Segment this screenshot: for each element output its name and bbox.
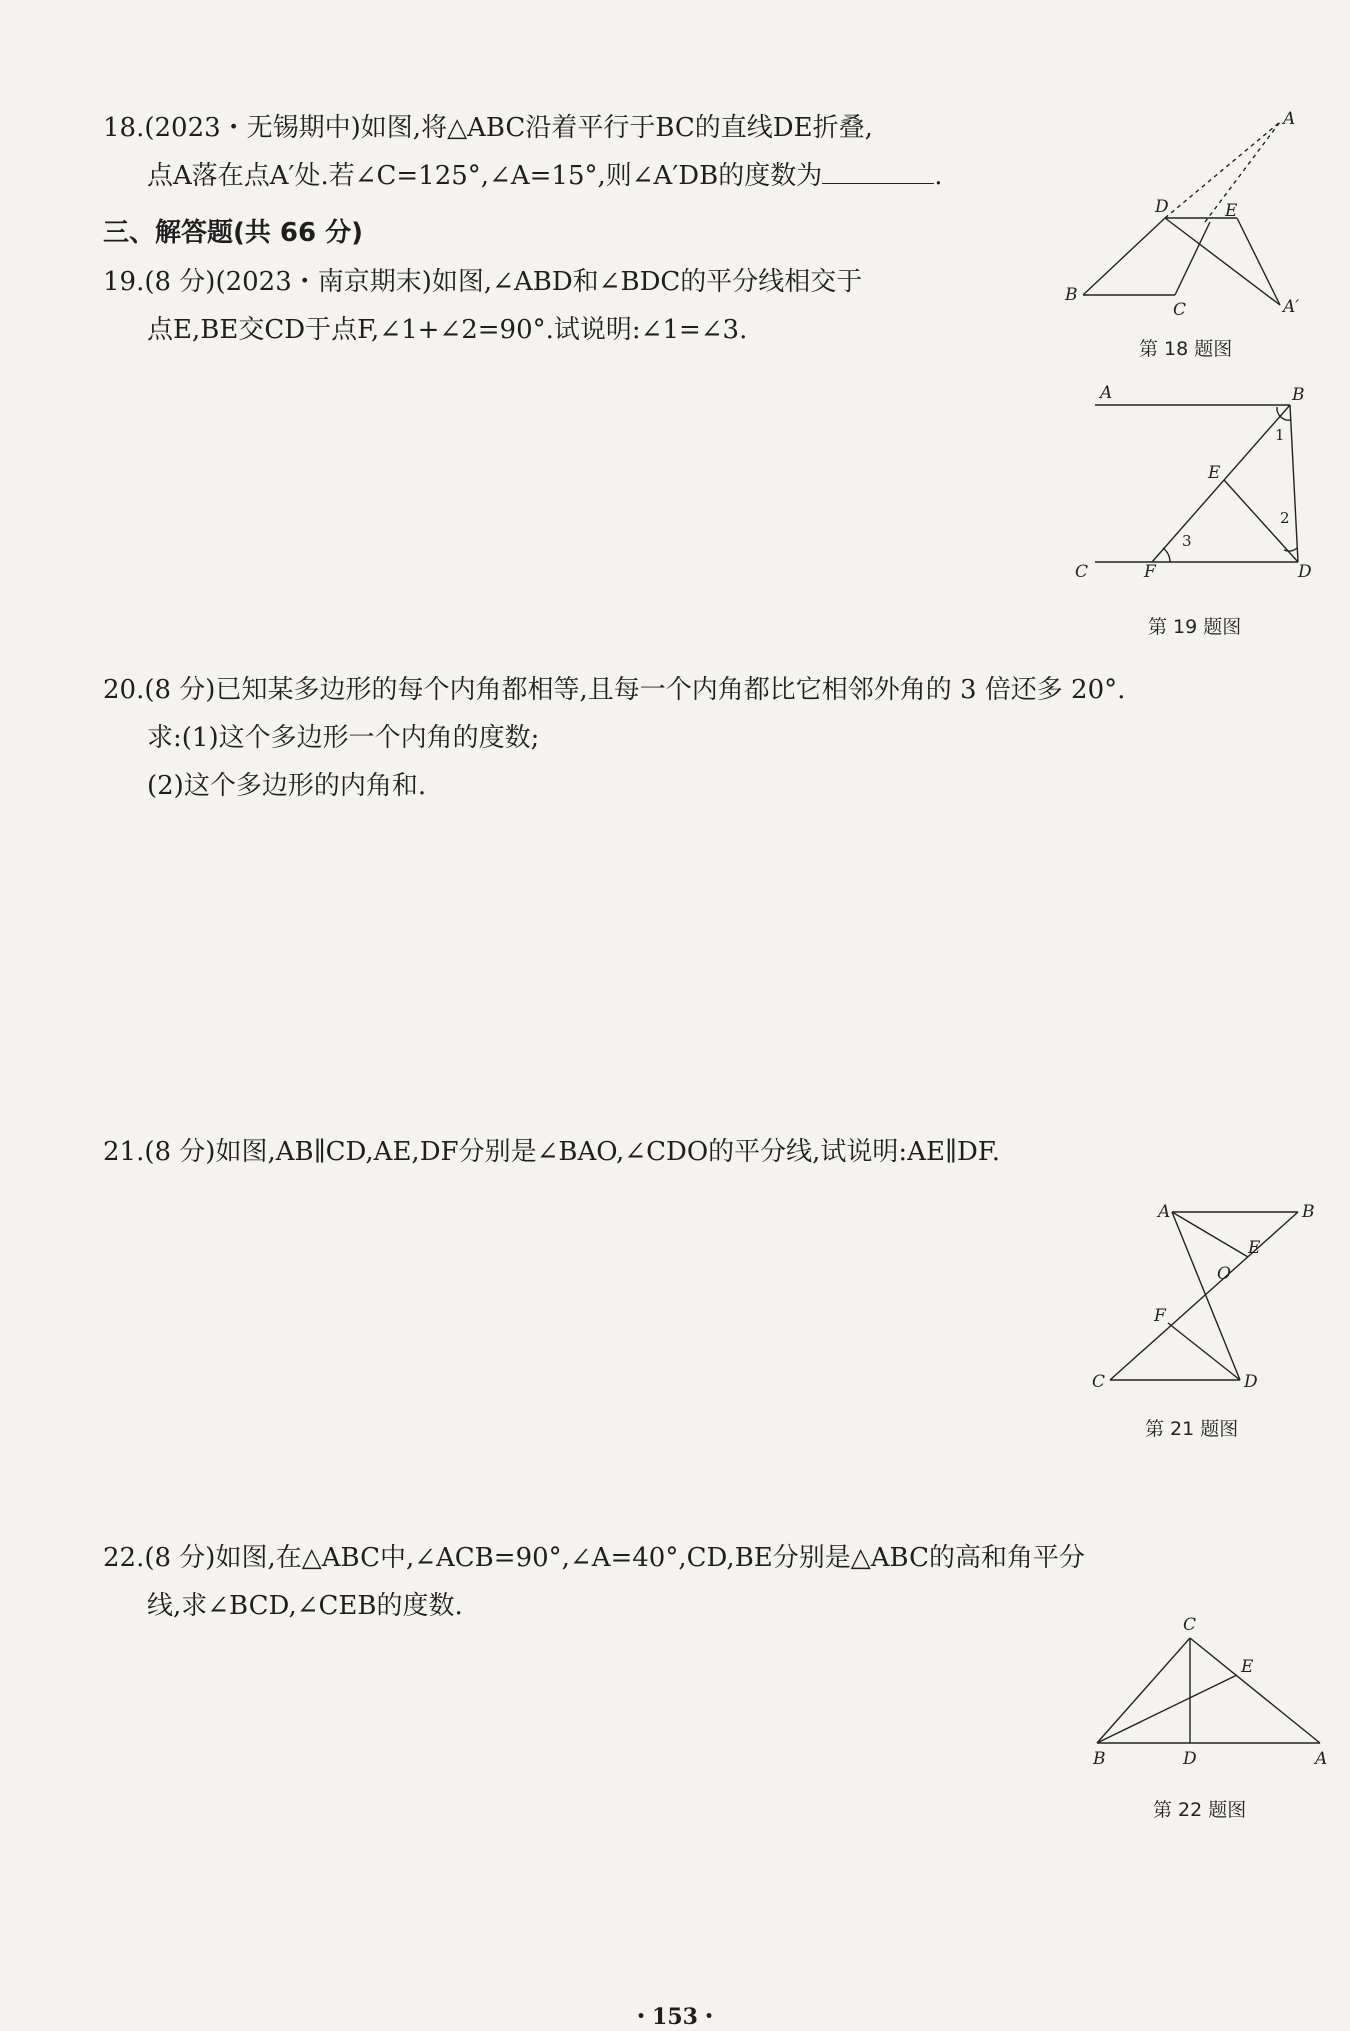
q22-line-1: 22.(8 分)如图,在△ABC中,∠ACB=90°,∠A=40°,CD,BE分别是△ABC的高和角平分 xyxy=(103,1543,1086,1573)
fig22-label-C: C xyxy=(1183,1615,1197,1635)
fig19-angle-1: 1 xyxy=(1275,426,1285,444)
figure-22 xyxy=(1075,1610,1335,1780)
fig22-label-B: B xyxy=(1093,1749,1106,1769)
q18-line-1: 18.(2023・无锡期中)如图,将△ABC沿着平行于BC的直线DE折叠, xyxy=(103,113,873,143)
fig21-label-E: E xyxy=(1248,1238,1261,1258)
figure-22-caption: 第 22 题图 xyxy=(1153,1799,1247,1821)
fig19-angle-2: 2 xyxy=(1280,509,1290,527)
fig21-label-A: A xyxy=(1158,1202,1171,1222)
fig18-label-A-prime: A′ xyxy=(1283,297,1300,317)
fig21-label-O: O xyxy=(1217,1264,1231,1284)
question-21 xyxy=(103,1128,1000,1176)
question-19 xyxy=(103,258,862,354)
fig18-label-D: D xyxy=(1155,197,1169,217)
fig19-label-D: D xyxy=(1298,562,1312,582)
fig19-label-A: A xyxy=(1100,383,1113,403)
fig19-label-F: F xyxy=(1144,562,1156,582)
fig21-label-C: C xyxy=(1092,1372,1106,1392)
fig18-segment-DA2 xyxy=(1165,218,1280,305)
fig22-segment-BE xyxy=(1097,1675,1237,1743)
fig21-segment-AD xyxy=(1172,1212,1240,1380)
figure-19 xyxy=(1070,380,1320,590)
fig21-label-F: F xyxy=(1154,1306,1166,1326)
figure-21 xyxy=(1070,1195,1320,1395)
question-20 xyxy=(103,666,1125,810)
question-18 xyxy=(103,104,942,200)
fig19-segment-BF xyxy=(1152,405,1290,562)
fig18-segment-DA xyxy=(1165,122,1280,218)
figure-19-caption: 第 19 题图 xyxy=(1148,616,1242,638)
q20-line-3: (2)这个多边形的内角和. xyxy=(147,771,427,801)
q22-line-2: 线,求∠BCD,∠CEB的度数. xyxy=(147,1591,463,1621)
page-number: ・153・ xyxy=(630,2004,720,2030)
q19-line-2: 点E,BE交CD于点F,∠1+∠2=90°.试说明:∠1=∠3. xyxy=(147,315,748,345)
fig18-segment-EA xyxy=(1205,122,1280,222)
fig19-label-B: B xyxy=(1292,385,1305,405)
fig18-label-E: E xyxy=(1225,201,1238,221)
fig21-segment-AE xyxy=(1172,1212,1248,1257)
fig21-segment-BC xyxy=(1110,1212,1298,1380)
figure-18-caption: 第 18 题图 xyxy=(1139,338,1233,360)
fig18-label-C: C xyxy=(1173,300,1187,320)
fig19-angle-3: 3 xyxy=(1182,532,1192,550)
fig22-label-E: E xyxy=(1241,1657,1254,1677)
fig19-arc-3 xyxy=(1163,548,1170,562)
fig22-segment-CA xyxy=(1190,1638,1320,1743)
fig18-segment-CE xyxy=(1175,222,1210,295)
fig19-label-C: C xyxy=(1075,562,1089,582)
figure-18 xyxy=(1055,110,1305,320)
question-22 xyxy=(103,1534,1085,1630)
q21-line-1: 21.(8 分)如图,AB∥CD,AE,DF分别是∠BAO,∠CDO的平分线,试说明:AE∥DF. xyxy=(103,1137,1001,1167)
q19-line-1: 19.(8 分)(2023・南京期末)如图,∠ABD和∠BDC的平分线相交于 xyxy=(103,267,863,297)
fig19-label-E: E xyxy=(1208,463,1221,483)
fig22-label-A: A xyxy=(1315,1749,1328,1769)
fig21-label-B: B xyxy=(1302,1202,1315,1222)
fig18-label-B: B xyxy=(1065,285,1078,305)
fig22-label-D: D xyxy=(1183,1749,1197,1769)
answer-blank[interactable] xyxy=(822,163,934,184)
figure-21-caption: 第 21 题图 xyxy=(1145,1418,1239,1440)
fig18-segment-EA2 xyxy=(1237,218,1280,305)
q18-line-2: 点A落在点A′处.若∠C=125°,∠A=15°,则∠A′DB的度数为 . xyxy=(147,161,943,191)
q20-line-1: 20.(8 分)已知某多边形的每个内角都相等,且每一个内角都比它相邻外角的 3 倍还多 20°. xyxy=(103,675,1126,705)
fig21-label-D: D xyxy=(1244,1372,1258,1392)
q20-line-2: 求:(1)这个多边形一个内角的度数; xyxy=(147,723,540,753)
fig18-label-A: A xyxy=(1283,110,1296,129)
section-heading: 三、解答题(共 66 分) xyxy=(103,218,364,248)
fig18-segment-BD xyxy=(1083,218,1165,295)
fig19-segment-BD xyxy=(1290,405,1298,562)
fig22-segment-BC xyxy=(1097,1638,1190,1743)
